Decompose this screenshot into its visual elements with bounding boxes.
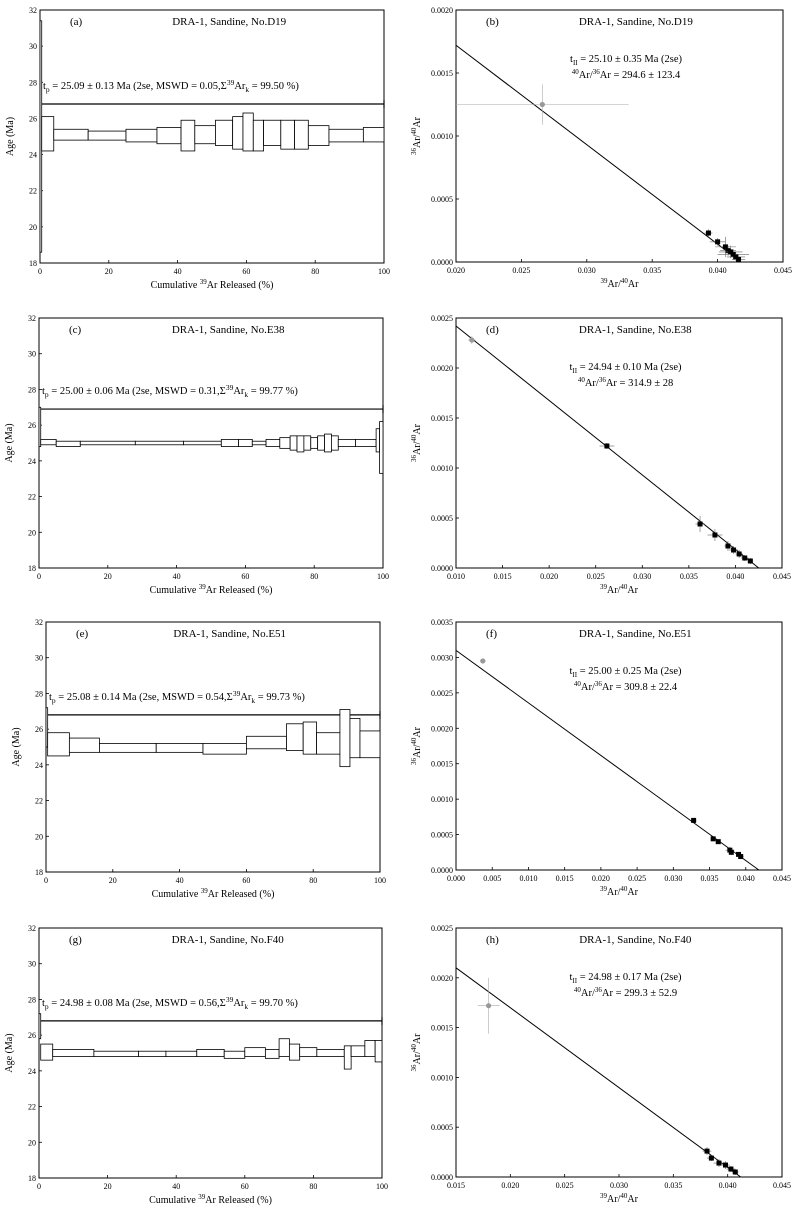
data-point [716,1161,721,1166]
age-step [41,439,56,444]
x-tick-label: 80 [309,876,318,885]
age-step [303,722,316,754]
x-tick-label: 0.000 [447,874,465,883]
y-tick-label: 26 [28,421,36,431]
y-tick-label: 0.0010 [431,795,453,805]
y-tick-label: 0.0020 [431,724,453,734]
data-point-excluded [486,1003,491,1008]
y-tick-label: 0.0020 [431,973,453,983]
x-tick-label: 0.045 [774,266,792,275]
age-step [351,1046,365,1057]
x-tick-label: 0.015 [493,572,512,581]
age-step [88,131,126,140]
age-step [56,441,80,446]
x-axis-label: Cumulative $^{39}$Ar Released (%) [149,583,273,596]
y-tick-label: 0.0005 [431,514,453,523]
data-point [748,559,753,564]
data-point [731,548,736,553]
x-tick-label: 0.030 [577,266,596,275]
panel-letter: (e) [76,628,89,640]
panel-letter: (b) [486,16,499,28]
x-tick-label: 0.035 [664,1181,683,1190]
x-tick-label: 0.020 [540,572,559,581]
panel-title: DRA-1, Sandine, No.E51 [578,628,692,640]
x-tick-label: 0.005 [483,874,502,883]
x-axis-label: $^{39}$Ar/$^{40}$Ar [600,277,639,290]
y-tick-label: 18 [35,868,43,877]
panel-e [11,618,386,900]
panel-d [410,314,791,596]
y-tick-label: 0.0010 [431,464,453,473]
y-tick-label: 0.0010 [431,1073,453,1083]
y-axis-label: $^{36}$Ar/$^{40}$Ar [410,117,423,155]
data-point [729,850,734,855]
x-tick-label: 0.015 [555,874,574,883]
data-point [736,257,741,262]
age-step [41,1044,53,1060]
y-axis-label: Age (Ma) [11,727,22,767]
y-axis-label: Age (Ma) [4,423,15,463]
age-step [325,434,332,452]
y-tick-label: 0.0025 [431,314,453,323]
age-step [266,439,280,446]
y-tick-label: 28 [28,385,36,395]
panel-letter: (c) [69,324,82,336]
x-tick-label: 0 [37,1182,41,1191]
age-step [99,743,156,752]
y-tick-label: 0.0000 [431,564,453,573]
y-tick-label: 26 [29,114,37,124]
y-tick-label: 32 [28,314,36,323]
age-step [265,1049,279,1058]
y-tick-label: 24 [28,456,36,466]
x-tick-label: 0.045 [773,874,791,883]
data-point [715,239,720,244]
plot-frame [456,318,782,568]
plateau-age-annotation: $t_p = 25.08 \pm 0.14$ Ma (2se, MSWD = $0.54,\Sigma^{39}Ar_k = 99.73$ %) [49,688,305,705]
age-step [350,718,360,757]
isochron-age-annotation: $t_{II} = 24.98 \pm 0.17$ Ma (2se) [569,972,682,985]
data-point [691,818,696,823]
y-tick-label: 22 [29,186,37,196]
age-step [297,436,304,452]
age-step [304,436,311,450]
x-tick-label: 0.035 [679,572,698,581]
age-step [94,1051,139,1056]
panel-title: DRA-1, Sandine, No.E38 [578,324,692,336]
age-step [239,439,253,446]
y-tick-label: 26 [35,725,43,735]
panel-f [410,618,791,898]
y-axis-label: $^{36}$Ar/$^{40}$Ar [410,727,423,765]
panel-letter: (h) [486,934,499,946]
x-tick-label: 0.025 [628,874,647,883]
x-axis-label: $^{39}$Ar/$^{40}$Ar [600,583,638,596]
age-step [375,1041,382,1062]
isochron-age-annotation: $t_{II} = 25.00 \pm 0.25$ Ma (2se) [569,666,682,679]
data-point [711,836,716,841]
data-point [733,1170,738,1175]
panel-letter: (g) [69,934,82,946]
age-step [365,1041,375,1057]
age-step [135,441,183,445]
data-point [604,444,609,449]
age-step [308,126,329,146]
y-tick-label: 0.0020 [431,364,453,373]
plot-frame [456,10,783,262]
panel-title: DRA-1, Sandine, No.D19 [172,16,287,28]
panel-title: DRA-1, Sandine, No.E38 [171,324,285,336]
x-tick-label: 0.025 [586,572,605,581]
plateau-age-annotation: $t_p = 24.98 \pm 0.08$ Ma (2se, MSWD = $0.56,\Sigma^{39}Ar_k = 99.70$ %) [42,994,298,1011]
x-tick-label: 0.040 [736,874,755,883]
age-step [138,1051,165,1056]
y-axis-label: $^{36}$Ar/$^{40}$Ar [410,424,423,462]
x-axis-label: $^{39}$Ar/$^{40}$Ar [600,1192,638,1205]
x-tick-label: 0.040 [718,1181,737,1190]
panel-title: DRA-1, Sandine, No.E51 [173,628,287,640]
y-tick-label: 20 [35,832,43,842]
age-step [380,422,383,474]
age-step [215,120,232,145]
x-tick-label: 60 [240,1182,249,1191]
y-tick-label: 0.0015 [431,759,453,769]
x-tick-label: 0.030 [610,1181,628,1190]
age-step [48,733,70,756]
data-point [712,533,717,538]
age-step [233,117,243,150]
age-step [252,441,266,445]
x-tick-label: 20 [103,1182,112,1191]
age-step [338,439,355,446]
initial-ratio-annotation: $^{40}$Ar/$^{36}$Ar = 309.8 ± 22.4 [573,680,678,693]
y-tick-label: 0.0005 [431,195,453,204]
x-tick-label: 80 [310,572,319,581]
y-tick-label: 20 [28,1138,36,1148]
x-axis-label: Cumulative $^{39}$Ar Released (%) [149,1193,272,1206]
y-tick-label: 18 [28,564,36,573]
data-point-excluded [469,337,474,342]
x-axis-label: Cumulative $^{39}$Ar Released (%) [150,278,274,291]
age-step [126,129,157,142]
y-tick-label: 0.0030 [431,653,453,663]
x-tick-label: 0.030 [633,572,652,581]
age-step [253,120,263,151]
panel-a [5,6,390,291]
x-axis-label: Cumulative $^{39}$Ar Released (%) [151,887,275,900]
age-step [317,1049,344,1056]
panel-b [410,6,792,290]
panel-title: DRA-1, Sandine, No.F40 [171,934,284,946]
data-point-excluded [540,102,545,107]
panel-g [4,924,388,1206]
x-tick-label: 0.030 [664,874,683,883]
x-tick-label: 100 [378,267,390,276]
x-tick-label: 0 [38,267,42,276]
panel-title: DRA-1, Sandine, No.D19 [578,16,693,28]
x-tick-label: 0.020 [591,874,610,883]
x-tick-label: 0.010 [519,874,538,883]
y-tick-label: 30 [28,349,36,359]
y-tick-label: 0.0015 [431,414,453,423]
data-point [728,1167,733,1172]
x-tick-label: 0 [37,572,41,581]
age-step [300,1048,317,1057]
x-tick-label: 0.015 [447,1181,465,1190]
y-tick-label: 20 [28,528,36,538]
y-tick-label: 30 [29,42,37,52]
age-step [224,1051,245,1058]
age-step [221,439,238,446]
isochron-age-annotation: $t_{II} = 25.10 \pm 0.35$ Ma (2se) [570,54,683,67]
y-tick-label: 32 [28,924,36,933]
x-tick-label: 0.035 [643,266,662,275]
x-tick-label: 0.025 [555,1181,574,1190]
x-tick-label: 100 [374,876,386,885]
age-step [203,743,246,754]
y-tick-label: 28 [35,689,43,699]
y-tick-label: 18 [28,1174,36,1183]
x-tick-label: 60 [242,267,251,276]
x-tick-label: 0.045 [773,1181,791,1190]
age-step [281,120,295,149]
x-tick-label: 20 [103,572,112,581]
plateau-age-annotation: $t_p = 25.00 \pm 0.06$ Ma (2se, MSWD = $0.31,\Sigma^{39}Ar_k = 99.77$ %) [42,383,298,400]
age-step [286,724,303,751]
y-tick-label: 24 [35,760,43,770]
x-tick-label: 40 [173,267,182,276]
plateau-age-annotation: $t_p = 25.09 \pm 0.13$ Ma (2se, MSWD = $0.05,\Sigma^{39}Ar_k = 99.50$ %) [43,77,299,94]
y-tick-label: 0.0005 [431,1123,453,1133]
data-point-excluded [480,658,485,663]
y-tick-label: 30 [28,959,36,969]
x-tick-label: 0.040 [726,572,745,581]
y-tick-label: 28 [29,78,37,88]
x-tick-label: 100 [377,572,389,581]
age-step [197,1049,224,1056]
data-point [723,1163,728,1168]
x-tick-label: 0.045 [773,572,791,581]
age-step [355,439,376,446]
panel-h [410,924,791,1205]
age-step [54,129,88,140]
y-tick-label: 0.0020 [431,6,453,15]
y-tick-label: 22 [28,492,36,502]
y-tick-label: 0.0025 [431,924,453,933]
y-tick-label: 32 [29,6,37,15]
age-step [340,710,350,767]
x-tick-label: 40 [172,1182,181,1191]
data-point [742,556,747,561]
isochron-age-annotation: $t_{II} = 24.94 \pm 0.10$ Ma (2se) [569,362,682,375]
y-tick-label: 22 [28,1102,36,1112]
age-step [331,436,338,450]
age-step [53,1049,94,1056]
panel-c [4,314,389,596]
y-tick-label: 0.0000 [431,866,453,875]
y-tick-label: 0.0025 [431,688,453,698]
y-tick-label: 24 [28,1066,36,1076]
age-step [42,117,54,151]
y-tick-label: 0.0035 [431,618,453,627]
plot-frame [456,928,782,1177]
data-point [698,522,703,527]
age-step [195,126,216,144]
panel-letter: (d) [486,324,499,336]
y-tick-label: 0.0000 [431,258,453,267]
age-step [344,1046,351,1069]
age-step [246,736,286,749]
x-tick-label: 100 [376,1182,388,1191]
data-point [706,231,711,236]
x-tick-label: 0.020 [501,1181,520,1190]
age-step [264,120,281,145]
y-axis-label: Age (Ma) [5,116,16,157]
data-point [737,552,742,557]
age-step [317,733,340,754]
y-tick-label: 0.0000 [431,1173,453,1182]
panel-letter: (f) [486,628,497,640]
data-point [738,854,743,859]
age-step [80,441,135,445]
data-point [725,544,730,549]
x-tick-label: 0 [44,876,48,885]
initial-ratio-annotation: $^{40}$Ar/$^{36}$Ar = 314.9 ± 28 [577,376,674,389]
age-step [157,127,181,143]
y-axis-label: Age (Ma) [4,1033,15,1073]
y-tick-label: 0.0010 [431,132,453,141]
x-tick-label: 20 [108,876,117,885]
age-step [290,436,297,450]
x-tick-label: 80 [311,267,320,276]
x-tick-label: 60 [241,572,250,581]
x-axis-label: $^{39}$Ar/$^{40}$Ar [600,885,638,898]
x-tick-label: 0.025 [512,266,531,275]
age-step [69,738,99,752]
y-tick-label: 26 [28,1031,36,1041]
x-tick-label: 40 [172,572,181,581]
age-step [289,1044,299,1060]
x-tick-label: 0.010 [447,572,465,581]
age-step [279,1039,289,1057]
age-step [311,438,318,449]
age-step [181,120,195,151]
x-tick-label: 0.040 [708,266,727,275]
age-step [360,731,380,758]
y-tick-label: 20 [29,222,37,232]
panel-letter: (a) [70,16,83,28]
age-step [183,441,221,445]
data-point [705,1149,710,1154]
y-tick-label: 24 [29,150,37,160]
age-step [39,1014,41,1039]
x-tick-label: 60 [242,876,251,885]
y-tick-label: 0.0005 [431,830,453,840]
age-step [363,127,384,141]
x-tick-label: 0.035 [700,874,719,883]
age-step [318,436,325,450]
y-tick-label: 0.0015 [431,1023,453,1033]
plot-frame [456,622,782,870]
age-step [166,1051,197,1056]
isochron-line [456,45,741,262]
x-tick-label: 0.020 [447,266,465,275]
isochron-line [456,968,741,1177]
age-step [329,129,363,142]
age-step [295,120,309,149]
panel-title: DRA-1, Sandine, No.F40 [579,934,692,946]
age-step [280,438,290,449]
y-tick-label: 30 [35,653,43,663]
age-step [245,1048,266,1057]
data-point [709,1156,714,1161]
initial-ratio-annotation: $^{40}$Ar/$^{36}$Ar = 294.6 ± 123.4 [571,68,681,81]
y-tick-label: 32 [35,618,43,627]
y-tick-label: 0.0015 [431,69,453,78]
x-tick-label: 40 [175,876,184,885]
age-step [376,429,379,452]
x-tick-label: 80 [309,1182,318,1191]
y-tick-label: 28 [28,995,36,1005]
y-tick-label: 22 [35,796,43,806]
x-tick-label: 20 [104,267,113,276]
data-point [716,839,721,844]
y-tick-label: 18 [29,259,37,268]
age-step [156,743,203,752]
age-step [243,113,253,151]
y-axis-label: $^{36}$Ar/$^{40}$Ar [410,1033,423,1072]
initial-ratio-annotation: $^{40}$Ar/$^{36}$Ar = 299.3 ± 52.9 [573,986,678,999]
